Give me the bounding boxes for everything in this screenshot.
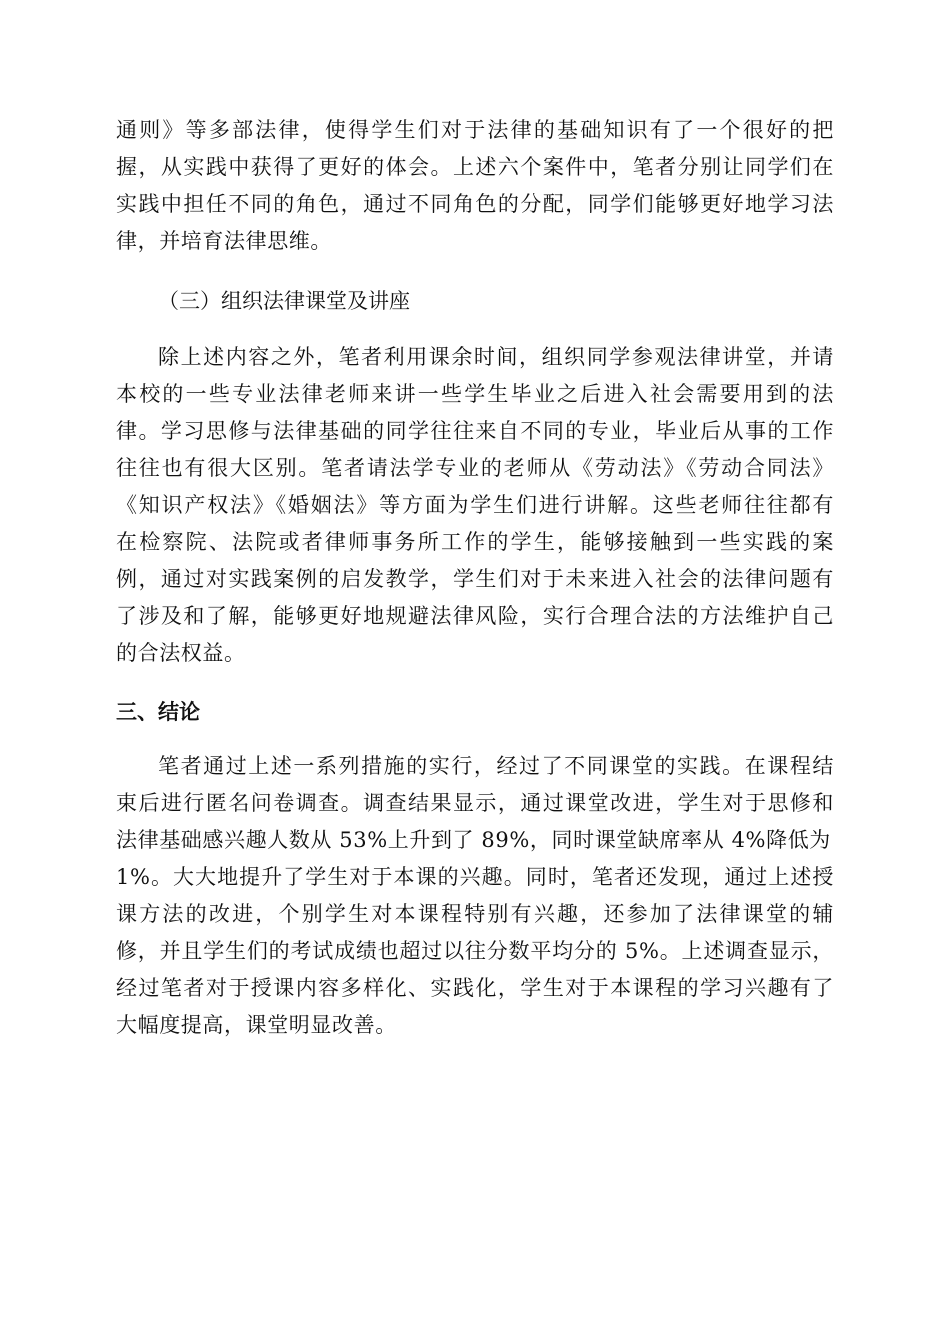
paragraph-line: 课方法的改进，个别学生对本课程特别有兴趣，还参加了法律课堂的辅: [116, 902, 834, 926]
paragraph-line: 除上述内容之外，笔者利用课余时间，组织同学参观法律讲堂，并请: [158, 345, 834, 369]
paragraph-2: [116, 339, 834, 672]
paragraph-line: 通则》等多部法律，使得学生们对于法律的基础知识有了一个很好的把: [116, 118, 834, 142]
paragraph-line: 大幅度提高，课堂明显改善。: [116, 1013, 397, 1037]
paragraph-line: 修，并且学生们的考试成绩也超过以往分数平均分的 5%。上述调查显示，: [116, 939, 834, 963]
paragraph-line: 1%。大大地提升了学生对于本课的兴趣。同时，笔者还发现，通过上述授: [116, 865, 834, 889]
paragraph-3: [116, 748, 834, 1044]
paragraph-line: 了涉及和了解，能够更好地规避法律风险，实行合理合法的方法维护自己: [116, 604, 834, 628]
paragraph-line: 法律基础感兴趣人数从 53%上升到了 89%，同时课堂缺席率从 4%降低为: [116, 828, 831, 852]
paragraph-line: 在检察院、法院或者律师事务所工作的学生，能够接触到一些实践的案: [116, 530, 834, 554]
paragraph-line: 《知识产权法》《婚姻法》等方面为学生们进行讲解。这些老师往往都有: [116, 493, 834, 517]
paragraph-line: 束后进行匿名问卷调查。调查结果显示，通过课堂改进，学生对于思修和: [116, 791, 834, 815]
paragraph-line: 往往也有很大区别。笔者请法学专业的老师从《劳动法》《劳动合同法》: [116, 456, 834, 480]
paragraph-line: 例，通过对实践案例的启发教学，学生们对于未来进入社会的法律问题有: [116, 567, 834, 591]
paragraph-line: 律。学习思修与法律基础的同学往往来自不同的专业，毕业后从事的工作: [116, 419, 834, 443]
subheading: （三）组织法律课堂及讲座: [158, 289, 410, 313]
paragraph-1: [116, 112, 834, 260]
section-heading: 三、结论: [116, 700, 200, 724]
paragraph-line: 握，从实践中获得了更好的体会。上述六个案件中，笔者分别让同学们在: [116, 155, 834, 179]
paragraph-line: 本校的一些专业法律老师来讲一些学生毕业之后进入社会需要用到的法: [116, 382, 834, 406]
paragraph-line: 律，并培育法律思维。: [116, 229, 332, 253]
paragraph-line: 的合法权益。: [116, 641, 246, 665]
paragraph-line: 实践中担任不同的角色，通过不同角色的分配，同学们能够更好地学习法: [116, 192, 834, 216]
paragraph-line: 经过笔者对于授课内容多样化、实践化，学生对于本课程的学习兴趣有了: [116, 976, 834, 1000]
paragraph-line: 笔者通过上述一系列措施的实行，经过了不同课堂的实践。在课程结: [158, 754, 834, 778]
